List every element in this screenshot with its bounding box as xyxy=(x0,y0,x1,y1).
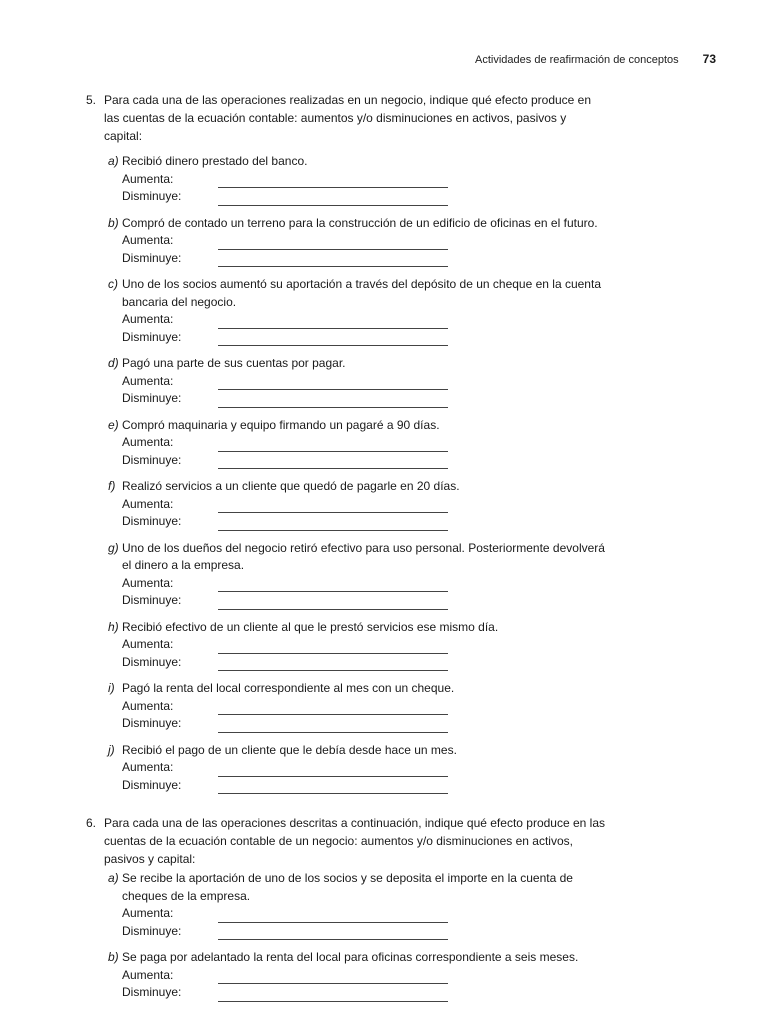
aumenta-answer-line[interactable] xyxy=(218,762,448,777)
list-item xyxy=(108,742,606,795)
aumenta-label: Aumenta: xyxy=(122,967,174,982)
question-number: 5. xyxy=(86,93,97,107)
disminuye-answer-line[interactable] xyxy=(218,925,448,940)
running-header-title: Actividades de reafirmación de conceptos xyxy=(475,54,679,66)
aumenta-answer-line[interactable] xyxy=(218,173,448,188)
aumenta-answer-line[interactable] xyxy=(218,577,448,592)
aumenta-label: Aumenta: xyxy=(122,637,174,651)
disminuye-label: Disminuye: xyxy=(122,985,182,999)
aumenta-answer-line[interactable] xyxy=(218,437,448,452)
item-letter: j) xyxy=(108,742,115,757)
list-item xyxy=(108,417,606,470)
item-text: Se recibe la aportación de uno de los socios y se deposita el importe en la cuenta de cheques de la empresa. xyxy=(122,871,573,903)
page-header xyxy=(0,52,716,66)
question-text: Para cada una de las operaciones descritas a continuación, indique qué efecto produce en las cuentas de la ecuación contable de un negocio: aumentos y/o disminuciones en activos, pasivos y capital: xyxy=(104,816,606,866)
item-text: Realizó servicios a un cliente que quedó de pagarle en 20 días. xyxy=(122,479,460,493)
disminuye-label: Disminuye: xyxy=(122,923,182,938)
item-letter: b) xyxy=(108,215,119,230)
aumenta-answer-line[interactable] xyxy=(218,314,448,329)
question-number: 6. xyxy=(86,816,97,830)
aumenta-label: Aumenta: xyxy=(122,312,174,326)
list-item xyxy=(108,540,606,610)
disminuye-answer-line[interactable] xyxy=(218,516,448,531)
item-letter: d) xyxy=(108,356,119,370)
list-item xyxy=(108,949,606,1002)
disminuye-label: Disminuye: xyxy=(122,391,182,405)
item-text: Recibió el pago de un cliente que le debía desde hace un mes. xyxy=(122,742,457,757)
item-text: Uno de los dueños del negocio retiró efectivo para uso personal. Posteriormente devolverá el dinero a la empresa. xyxy=(122,540,605,572)
disminuye-answer-line[interactable] xyxy=(218,252,448,267)
disminuye-answer-line[interactable] xyxy=(218,656,448,671)
disminuye-label: Disminuye: xyxy=(122,654,182,669)
list-item xyxy=(108,355,606,408)
list-item xyxy=(108,276,606,346)
disminuye-answer-line[interactable] xyxy=(218,779,448,794)
question-5 xyxy=(86,91,606,794)
aumenta-answer-line[interactable] xyxy=(218,375,448,390)
disminuye-label: Disminuye: xyxy=(122,593,182,607)
item-letter: e) xyxy=(108,417,119,432)
disminuye-answer-line[interactable] xyxy=(218,393,448,408)
item-text: Recibió efectivo de un cliente al que le prestó servicios ese mismo día. xyxy=(122,619,499,634)
aumenta-answer-line[interactable] xyxy=(218,908,448,923)
exercise-content xyxy=(86,91,606,1011)
disminuye-answer-line[interactable] xyxy=(218,454,448,469)
list-item xyxy=(108,215,606,268)
aumenta-label: Aumenta: xyxy=(122,496,174,511)
disminuye-label: Disminuye: xyxy=(122,250,182,265)
disminuye-answer-line[interactable] xyxy=(218,595,448,610)
item-text: Pagó la renta del local correspondiente al mes con un cheque. xyxy=(122,681,455,695)
item-list xyxy=(104,870,606,1002)
item-letter: a) xyxy=(108,871,119,885)
item-text: Compró de contado un terreno para la construcción de un edificio de oficinas en el futuro. xyxy=(122,215,598,230)
disminuye-label: Disminuye: xyxy=(122,189,182,203)
item-letter: i) xyxy=(108,681,115,695)
item-letter: c) xyxy=(108,277,118,291)
disminuye-label: Disminuye: xyxy=(122,329,182,344)
aumenta-answer-line[interactable] xyxy=(218,498,448,513)
item-list xyxy=(104,153,606,794)
aumenta-label: Aumenta: xyxy=(122,760,174,774)
item-text: Uno de los socios aumentó su aportación a través del depósito de un cheque en la cuenta bancaria del negocio. xyxy=(122,277,601,309)
disminuye-answer-line[interactable] xyxy=(218,718,448,733)
question-text: Para cada una de las operaciones realizadas en un negocio, indique qué efecto produce en las cuentas de la ecuación contable: aumentos y/o disminuciones en activos, pasivos y capital: xyxy=(104,93,592,143)
disminuye-answer-line[interactable] xyxy=(218,987,448,1002)
disminuye-answer-line[interactable] xyxy=(218,331,448,346)
aumenta-label: Aumenta: xyxy=(122,171,174,186)
list-item xyxy=(108,870,606,940)
aumenta-label: Aumenta: xyxy=(122,698,174,713)
aumenta-label: Aumenta: xyxy=(122,233,174,247)
list-item xyxy=(108,478,606,531)
page-number: 73 xyxy=(702,52,716,66)
aumenta-answer-line[interactable] xyxy=(218,639,448,654)
disminuye-label: Disminuye: xyxy=(122,452,182,467)
disminuye-label: Disminuye: xyxy=(122,514,182,528)
item-text: Pagó una parte de sus cuentas por pagar. xyxy=(122,356,346,370)
item-letter: a) xyxy=(108,154,119,168)
item-letter: b) xyxy=(108,950,119,964)
disminuye-label: Disminuye: xyxy=(122,716,182,730)
item-letter: g) xyxy=(108,540,119,555)
aumenta-label: Aumenta: xyxy=(122,575,174,590)
aumenta-label: Aumenta: xyxy=(122,906,174,920)
aumenta-label: Aumenta: xyxy=(122,435,174,449)
list-item xyxy=(108,153,606,206)
aumenta-answer-line[interactable] xyxy=(218,235,448,250)
disminuye-label: Disminuye: xyxy=(122,777,182,792)
item-letter: f) xyxy=(108,479,116,493)
disminuye-answer-line[interactable] xyxy=(218,191,448,206)
list-item xyxy=(108,680,606,733)
item-text: Se paga por adelantado la renta del local para oficinas correspondiente a seis meses. xyxy=(122,950,579,964)
item-text: Recibió dinero prestado del banco. xyxy=(122,154,308,168)
aumenta-label: Aumenta: xyxy=(122,373,174,388)
question-6 xyxy=(86,814,606,1002)
aumenta-answer-line[interactable] xyxy=(218,969,448,984)
item-text: Compró maquinaria y equipo firmando un pagaré a 90 días. xyxy=(122,417,440,432)
aumenta-answer-line[interactable] xyxy=(218,700,448,715)
item-letter: h) xyxy=(108,619,119,634)
list-item xyxy=(108,619,606,672)
